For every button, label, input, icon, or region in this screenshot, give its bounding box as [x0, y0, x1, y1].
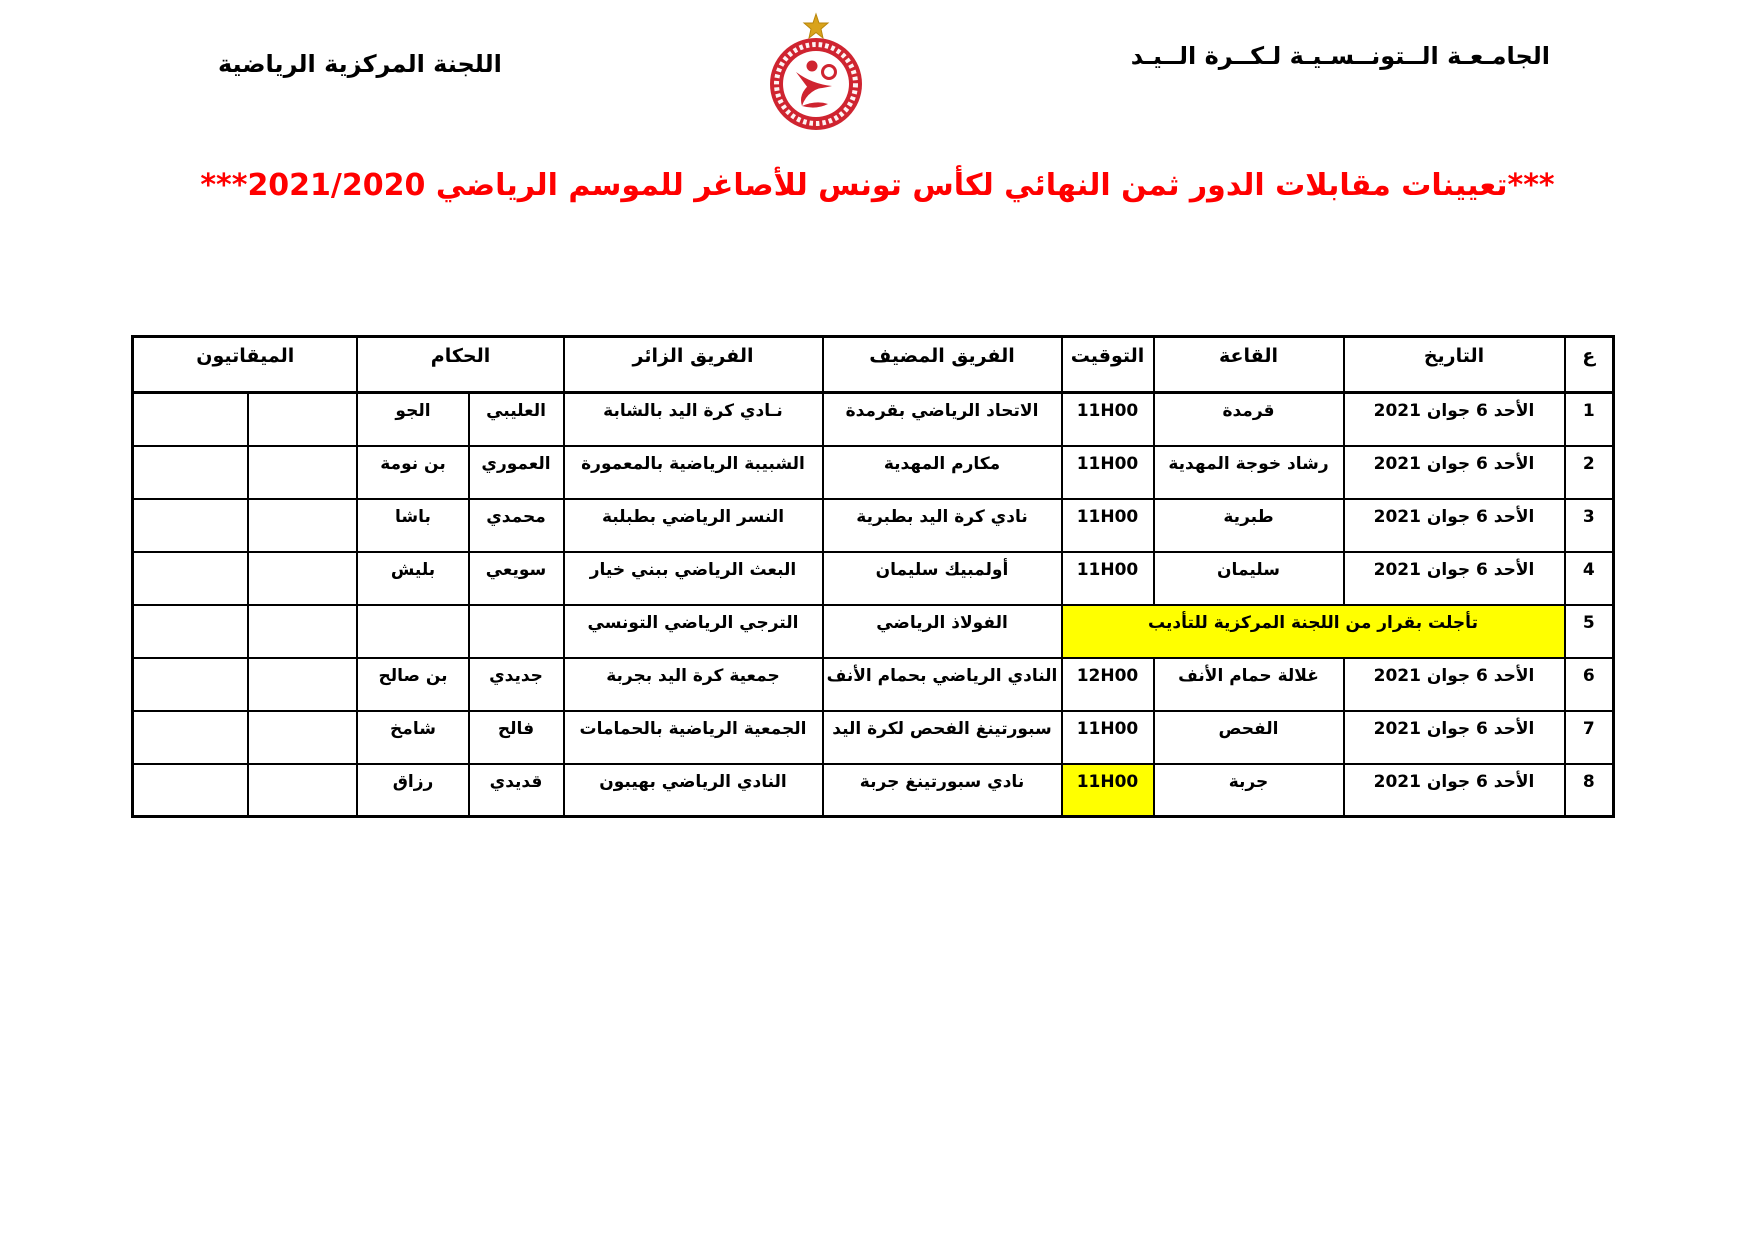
cell-hall: جربة	[1154, 764, 1344, 817]
col-header-timekeepers: الميقاتيون	[132, 337, 357, 393]
cell-referee-1: العموري	[469, 446, 564, 499]
cell-visitor-team: نـادي كرة اليد بالشابة	[564, 393, 823, 446]
match-row-postponed	[132, 605, 1613, 658]
match-row	[132, 552, 1613, 605]
cell-visitor-team: جمعية كرة اليد بجربة	[564, 658, 823, 711]
fixtures-table	[131, 335, 1615, 818]
cell-number: 2	[1565, 446, 1614, 499]
page-title: ***تعيينات مقابلات الدور ثمن النهائي لكأس تونس للأصاغر للموسم الرياضي 2021/2020***	[200, 168, 1555, 203]
cell-referee-2: بن نومة	[357, 446, 468, 499]
cell-timekeeper-2	[132, 446, 248, 499]
cell-host-team: أولمبيك سليمان	[823, 552, 1062, 605]
cell-date: الأحد 6 جوان 2021	[1344, 499, 1565, 552]
cell-time: 11H00	[1062, 393, 1154, 446]
cell-visitor-team: الجمعية الرياضية بالحمامات	[564, 711, 823, 764]
federation-name: الجامـعـة الــتونــسـيـة لـكــرة الــيـد	[1130, 42, 1550, 70]
cell-referee-2: باشا	[357, 499, 468, 552]
cell-hall: سليمان	[1154, 552, 1344, 605]
cell-host-team: مكارم المهدية	[823, 446, 1062, 499]
cell-hall: طبرية	[1154, 499, 1344, 552]
cell-visitor-team: الترجي الرياضي التونسي	[564, 605, 823, 658]
cell-timekeeper-2	[132, 711, 248, 764]
cell-timekeeper-1	[248, 711, 357, 764]
cell-time-highlighted: 11H00	[1062, 764, 1154, 817]
cell-number: 5	[1565, 605, 1614, 658]
col-header-visitor-team: الفريق الزائر	[564, 337, 823, 393]
match-row	[132, 446, 1613, 499]
cell-date: الأحد 6 جوان 2021	[1344, 658, 1565, 711]
cell-hall: قرمدة	[1154, 393, 1344, 446]
cell-referee-2: بن صالح	[357, 658, 468, 711]
cell-number: 1	[1565, 393, 1614, 446]
col-header-host-team: الفريق المضيف	[823, 337, 1062, 393]
cell-referee-2	[357, 605, 468, 658]
cell-date: الأحد 6 جوان 2021	[1344, 446, 1565, 499]
cell-number: 6	[1565, 658, 1614, 711]
cell-referee-1	[469, 605, 564, 658]
match-row	[132, 499, 1613, 552]
cell-host-team: سبورتينغ الفحص لكرة اليد	[823, 711, 1062, 764]
col-header-number: ع	[1565, 337, 1614, 393]
cell-timekeeper-1	[248, 658, 357, 711]
table-header-row	[132, 337, 1613, 393]
cell-number: 8	[1565, 764, 1614, 817]
cell-time: 11H00	[1062, 446, 1154, 499]
col-header-time: التوقيت	[1062, 337, 1154, 393]
cell-host-team: نادي كرة اليد بطبرية	[823, 499, 1062, 552]
cell-timekeeper-1	[248, 605, 357, 658]
cell-referee-1: قديدي	[469, 764, 564, 817]
cell-host-team: الفولاذ الرياضي	[823, 605, 1062, 658]
col-header-date: التاريخ	[1344, 337, 1565, 393]
cell-timekeeper-1	[248, 552, 357, 605]
cell-hall: غلالة حمام الأنف	[1154, 658, 1344, 711]
cell-referee-2: الجو	[357, 393, 468, 446]
cell-timekeeper-2	[132, 764, 248, 817]
star-icon	[804, 14, 828, 38]
cell-referee-2: بليش	[357, 552, 468, 605]
col-header-hall: القاعة	[1154, 337, 1344, 393]
cell-time: 11H00	[1062, 552, 1154, 605]
cell-number: 4	[1565, 552, 1614, 605]
postponed-note-cell: تأجلت بقرار من اللجنة المركزية للتأديب	[1062, 605, 1565, 658]
cell-time: 11H00	[1062, 499, 1154, 552]
cell-visitor-team: النسر الرياضي بطبلبة	[564, 499, 823, 552]
handball-federation-logo-icon	[756, 12, 876, 140]
cell-referee-2: شامخ	[357, 711, 468, 764]
cell-timekeeper-2	[132, 552, 248, 605]
cell-number: 3	[1565, 499, 1614, 552]
cell-host-team: نادي سبورتينغ جربة	[823, 764, 1062, 817]
document-header	[0, 0, 1755, 140]
cell-referee-1: العليبي	[469, 393, 564, 446]
cell-referee-1: محمدي	[469, 499, 564, 552]
match-row	[132, 711, 1613, 764]
match-row	[132, 658, 1613, 711]
cell-visitor-team: الشبيبة الرياضية بالمعمورة	[564, 446, 823, 499]
cell-referee-1: فالح	[469, 711, 564, 764]
cell-date: الأحد 6 جوان 2021	[1344, 552, 1565, 605]
cell-referee-2: رزاق	[357, 764, 468, 817]
cell-timekeeper-1	[248, 764, 357, 817]
cell-host-team: الاتحاد الرياضي بقرمدة	[823, 393, 1062, 446]
col-header-referees: الحكام	[357, 337, 563, 393]
cell-timekeeper-2	[132, 658, 248, 711]
cell-date: الأحد 6 جوان 2021	[1344, 764, 1565, 817]
cell-hall: الفحص	[1154, 711, 1344, 764]
federation-logo	[756, 12, 876, 140]
cell-timekeeper-1	[248, 446, 357, 499]
cell-referee-1: جديدي	[469, 658, 564, 711]
committee-name: اللجنة المركزية الرياضية	[218, 50, 502, 78]
cell-time: 12H00	[1062, 658, 1154, 711]
cell-timekeeper-2	[132, 499, 248, 552]
cell-number: 7	[1565, 711, 1614, 764]
cell-referee-1: سويعي	[469, 552, 564, 605]
cell-hall: رشاد خوجة المهدية	[1154, 446, 1344, 499]
cell-date: الأحد 6 جوان 2021	[1344, 393, 1565, 446]
cell-host-team: النادي الرياضي بحمام الأنف	[823, 658, 1062, 711]
match-row	[132, 764, 1613, 817]
cell-visitor-team: النادي الرياضي بهيبون	[564, 764, 823, 817]
cell-timekeeper-2	[132, 393, 248, 446]
cell-visitor-team: البعث الرياضي ببني خيار	[564, 552, 823, 605]
cell-timekeeper-1	[248, 393, 357, 446]
cell-date: الأحد 6 جوان 2021	[1344, 711, 1565, 764]
match-row	[132, 393, 1613, 446]
cell-timekeeper-2	[132, 605, 248, 658]
cell-time: 11H00	[1062, 711, 1154, 764]
cell-timekeeper-1	[248, 499, 357, 552]
